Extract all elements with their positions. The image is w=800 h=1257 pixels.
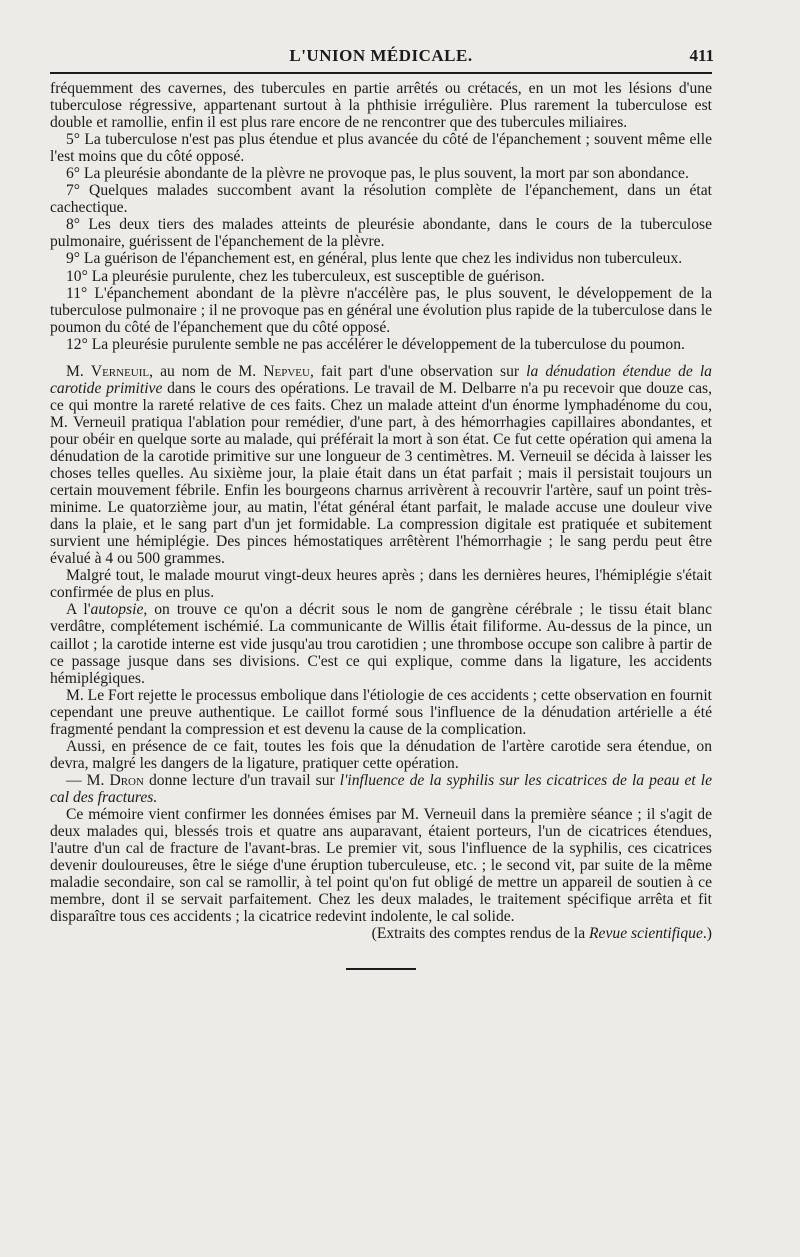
end-rule xyxy=(346,968,416,970)
italic-title: l'influence de la syphilis sur les cicatrices de la peau et le cal des fractures. xyxy=(50,771,712,806)
dron-paragraph xyxy=(50,772,712,806)
author-name: Nepveu xyxy=(263,362,310,380)
author-name: Dron xyxy=(109,771,144,789)
conclusion-10: 10° La pleurésie purulente, chez les tuberculeux, est susceptible de guérison. xyxy=(66,267,545,285)
page-header xyxy=(50,40,712,72)
conclusion-5: 5° La tuberculose n'est pas plus étendue et plus avancée du côté de l'épanchement ; souvent même elle l'est moins que du côté opposé. xyxy=(50,131,712,166)
conclusion-12: 12° La pleurésie purulente semble ne pas accélérer le développement de la tuberculose du poumon. xyxy=(66,335,685,353)
text-run: M. xyxy=(66,362,91,380)
italic-title: la dénudation étendue de la carotide primitive xyxy=(50,362,712,397)
conclusion-6: 6° La pleurésie abondante de la plèvre ne provoque pas, le plus souvent, la mort par son abondance. xyxy=(66,165,689,183)
header-rule xyxy=(50,72,712,74)
page-number: 411 xyxy=(689,46,714,65)
malgre-paragraph: Malgré tout, le malade mourut vingt-deux heures après ; dans les dernières heures, l'hémiplégie s'était confirmée de plus en plus. xyxy=(50,567,712,602)
italic-term: autopsie xyxy=(90,601,144,619)
text-run: donne lecture d'un travail sur xyxy=(143,771,340,789)
article-body xyxy=(50,80,712,942)
lefort-paragraph: M. Le Fort rejette le processus embolique dans l'étiologie de ces accidents ; cette observation en fournit cependant une preuve authentique. Le caillot formé sous l'influence de la dénudation artérielle a été fragmenté pendant la compression et est devenu la cause de la complication. xyxy=(50,686,712,738)
text-run: (Extraits des comptes rendus de la xyxy=(371,925,590,943)
text-run: , fait part d'une observation sur xyxy=(309,362,527,380)
conclusion-8: 8° Les deux tiers des malades atteints de pleurésie abondante, dans le cours de la tuberculose pulmonaire, guérissent de l'épanchement de la plèvre. xyxy=(50,216,712,251)
source-attribution xyxy=(50,925,712,942)
conclusion-9: 9° La guérison de l'épanchement est, en général, plus lente que chez les individus non tuberculeux. xyxy=(66,250,683,268)
conclusion-7: 7° Quelques malades succombent avant la résolution complète de l'épanchement, dans un état cachectique. xyxy=(50,182,712,217)
aussi-paragraph: Aussi, en présence de ce fait, toutes les fois que la dénudation de l'artère carotide sera étendue, on devra, malgré les dangers de la ligature, pratiquer cette opération. xyxy=(50,737,712,772)
text-run: — M. xyxy=(66,771,110,789)
paragraph-continuation: fréquemment des cavernes, des tubercules en partie arrêtés ou crétacés, en un mot les lésions d'une tuberculose régressive, appartenant surtout à la phthisie irrégulière. Plus rarement la tuberculose est double et ramollie, enfin il est plus rare encore de ne rencontrer que des tubercules miliaires. xyxy=(50,80,712,132)
autopsie-paragraph xyxy=(50,601,712,686)
text-run: dans le cours des opérations. Le travail de M. Delbarre n'a pu recevoir que douze cas, ce qui montre la rareté relative de ces faits. Chez un malade atteint d'un énorme lymphadénome du cou, M. Verneuil pratiqua l'ablation pour remédier, d'une part, à des hémorrhagies capillaires abondantes, et pour obéir en quelque sorte au malade, qui préférait la mort à son état. Ce fut cette opération qui amena la dénudation de la carotide primitive sur une longueur de 3 centimètres. M. Verneuil se décida à laisser les choses telles quelles. Au sixième jour, la plaie était dans un état parfait ; mais il persistait toujours un certain mouvement fébrile. Enfin les bourgeons charnus arrivèrent à recouvrir l'artère, sauf un point très-minime. Le quatorzième jour, au matin, l'état général étant parfait, le malade accuse une douleur vive dans la plaie, et le sang part d'un jet formidable. La compression digitale est pratiquée et subitement survient une hémiplégie. Des pinces hémostatiques arrêtèrent l'hémorrhagie ; le sang perdu peut être évalué à 4 ou 500 grammes. xyxy=(50,379,713,568)
author-name: Verneuil xyxy=(90,362,150,380)
section-gap xyxy=(50,353,712,363)
text-run: A l' xyxy=(66,601,91,619)
text-run: , on trouve ce qu'on a décrit sous le nom de gangrène cérébrale ; le tissu était blanc verdâtre, complétement ischémié. La communicante de Willis était filiforme. Au-dessus de la pince, un caillot ; la carotide interne est vide jusqu'au trou carotidien ; une thrombose occupe son calibre à partir de ce passage jusque dans ses divisions. C'est ce qui explique, comme dans la ligature, les accidents hémiplégiques. xyxy=(50,601,712,687)
memoire-paragraph: Ce mémoire vient confirmer les données émises par M. Verneuil dans la première séance ; il s'agit de deux malades qui, blessés trois et quatre ans auparavant, étaient porteurs, l'un de cicatrices étendues, l'autre d'un cal de fracture de l'avant-bras. Le premier vit, sous l'influence de la syphilis, ces cicatrices devenir douloureuses, être le siége d'une éruption tuberculeuse, etc. ; le second vit, par suite de la même maladie secondaire, son cal se ramollir, à tel point qu'on fut obligé de mettre un appareil de soutien à ce membre, dont il se servait parfaitement. Chez les deux malades, le traitement spécifique arrêta et fit disparaître tous ces accidents ; la cicatrice redevint indolente, le cal solide. xyxy=(50,805,712,926)
italic-journal: Revue scientifique xyxy=(589,925,703,943)
verneuil-paragraph xyxy=(50,363,712,568)
conclusion-11: 11° L'épanchement abondant de la plèvre n'accélère pas, le plus souvent, le développement de la tuberculose pulmonaire ; il ne provoque pas en général une évolution plus rapide de la tuberculose dans le poumon du côté de l'épanchement que du côté opposé. xyxy=(50,284,712,336)
text-run: .) xyxy=(702,925,712,943)
text-run: , au nom de M. xyxy=(149,362,264,380)
running-title: L'UNION MÉDICALE. xyxy=(289,46,473,65)
